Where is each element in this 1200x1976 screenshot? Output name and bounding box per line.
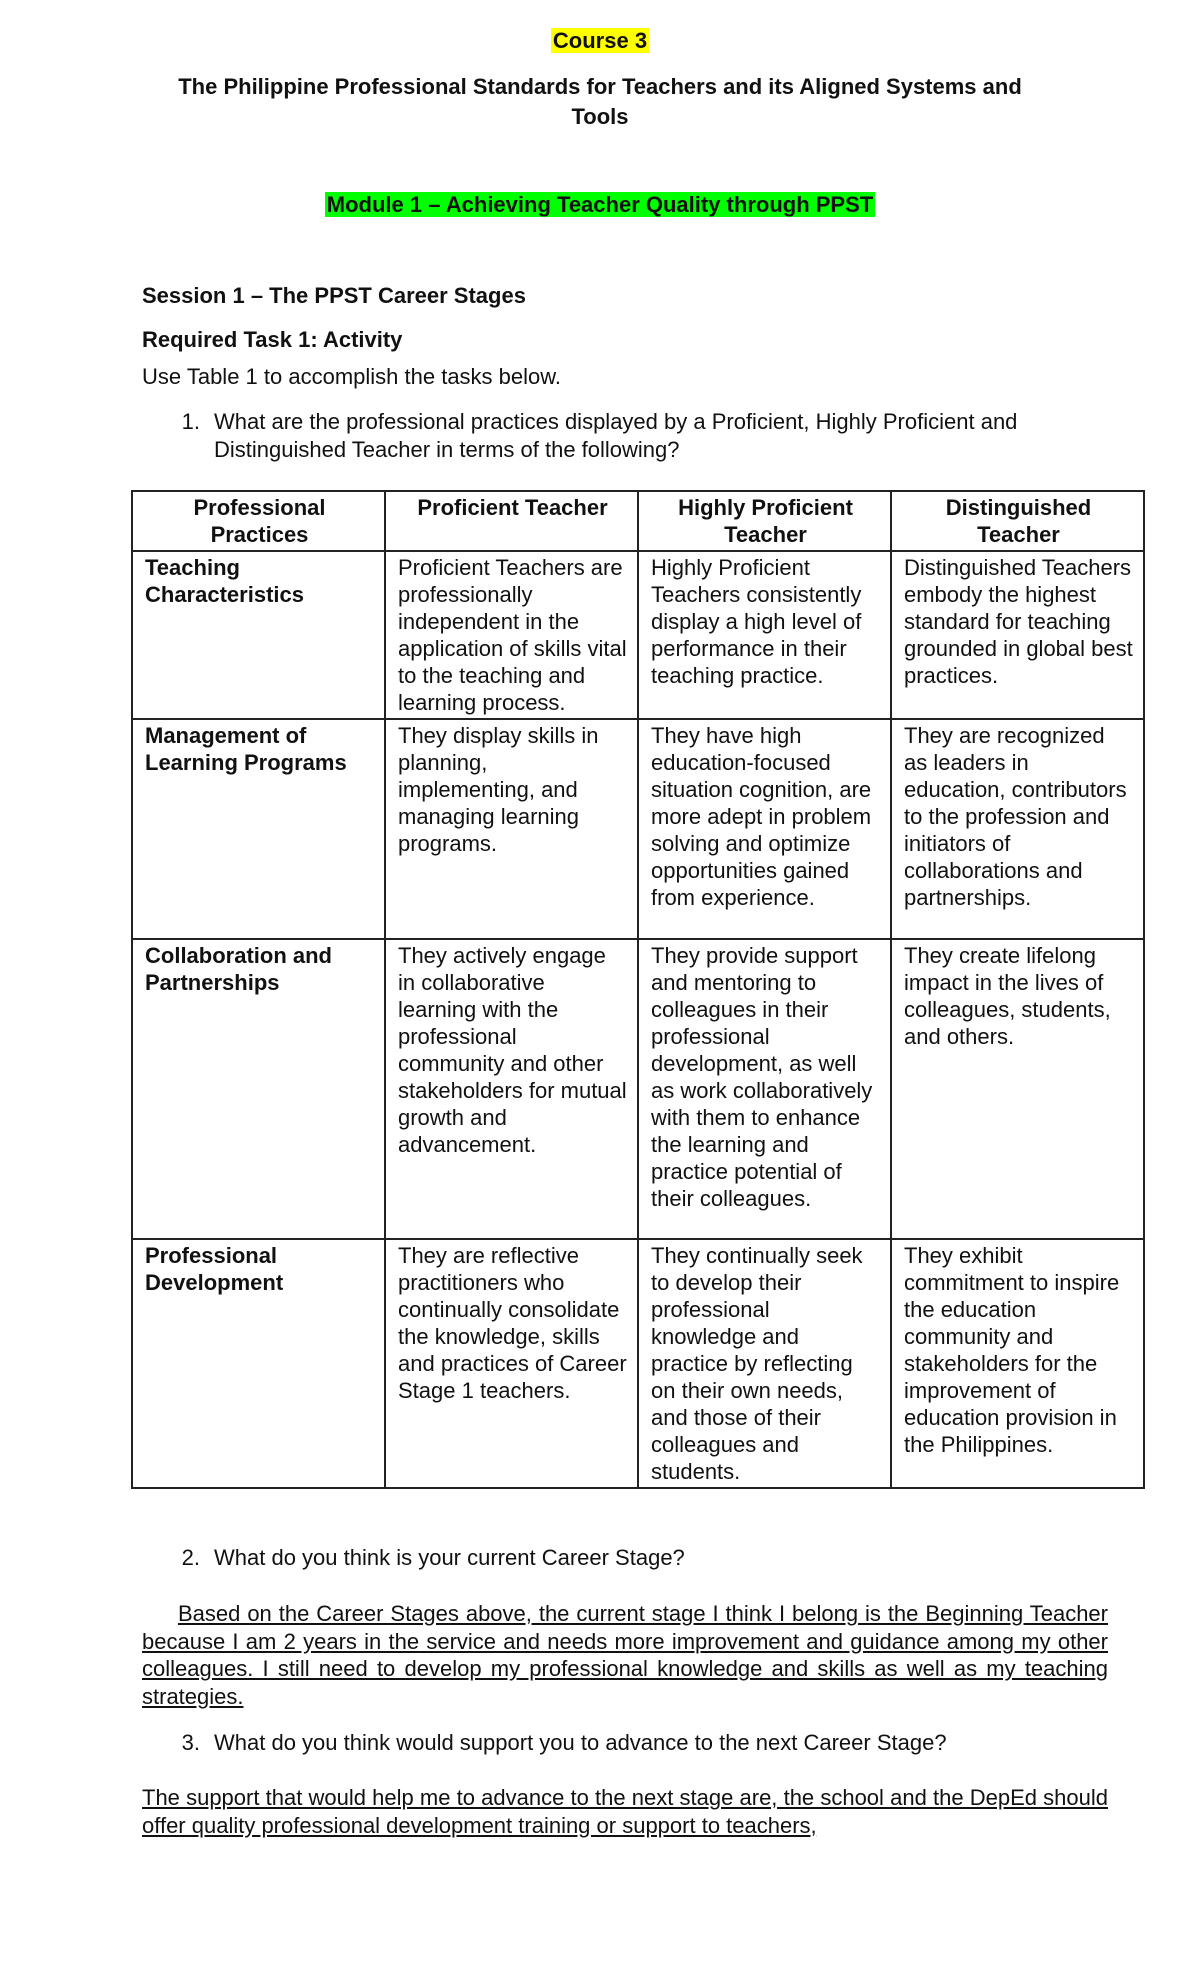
header-professional-practices: Professional Practices bbox=[132, 491, 385, 551]
question-text: What are the professional practices displayed by a Proficient, Highly Proficient and Distinguished Teacher in terms of the following? bbox=[214, 409, 1018, 462]
table-row bbox=[132, 1239, 1144, 1488]
cell-proficient: They are reflective practitioners who continually consolidate the knowledge, skills and practices of Career Stage 1 teachers. bbox=[385, 1239, 638, 1488]
question-3 bbox=[142, 1729, 1112, 1757]
row-practice: Professional Development bbox=[132, 1239, 385, 1488]
question-1 bbox=[142, 408, 1112, 464]
cell-distinguished: They create lifelong impact in the lives of colleagues, students, and others. bbox=[891, 939, 1144, 1239]
question-number: 1. bbox=[181, 409, 200, 434]
table-header-row bbox=[132, 491, 1144, 551]
row-practice: Collaboration and Partnerships bbox=[132, 939, 385, 1239]
intro-text: Use Table 1 to accomplish the tasks below. bbox=[142, 364, 562, 389]
course-heading bbox=[0, 28, 1200, 54]
course-label: Course 3 bbox=[552, 28, 648, 53]
table-row bbox=[132, 939, 1144, 1239]
table-row bbox=[132, 551, 1144, 719]
answer-2: Based on the Career Stages above, the current stage I think I belong is the Beginning Teacher because I am 2 years in the service and needs more improvement and guidance among my other colleagues. I still need to develop my professional knowledge and skills as well as my teaching strategies. bbox=[142, 1601, 1108, 1709]
task-title: Required Task 1: Activity bbox=[142, 327, 403, 352]
module-heading bbox=[0, 192, 1200, 218]
question-text: What do you think would support you to advance to the next Career Stage? bbox=[214, 1730, 947, 1755]
module-label: Module 1 – Achieving Teacher Quality through PPST bbox=[326, 192, 874, 217]
row-practice: Management of Learning Programs bbox=[132, 719, 385, 939]
cell-highly-proficient: They continually seek to develop their professional knowledge and practice by reflecting on their own needs, and those of their colleagues and students. bbox=[638, 1239, 891, 1488]
question-number: 2. bbox=[181, 1545, 200, 1570]
question-text: What do you think is your current Career Stage? bbox=[214, 1545, 685, 1570]
question-number: 3. bbox=[181, 1730, 200, 1755]
cell-proficient: They actively engage in collaborative learning with the professional community and other stakeholders for mutual growth and advancement. bbox=[385, 939, 638, 1239]
cell-proficient: Proficient Teachers are professionally independent in the application of skills vital to the teaching and learning process. bbox=[385, 551, 638, 719]
header-highly-proficient-teacher: Highly Proficient Teacher bbox=[638, 491, 891, 551]
table-row bbox=[132, 719, 1144, 939]
row-practice: Teaching Characteristics bbox=[132, 551, 385, 719]
question-2 bbox=[142, 1544, 1112, 1572]
answer-3: The support that would help me to advance to the next stage are, the school and the DepEd should offer quality professional development training or support to teachers, bbox=[142, 1785, 1108, 1838]
cell-highly-proficient: They provide support and mentoring to colleagues in their professional development, as well as work collaboratively with them to enhance the learning and practice potential of their colleagues. bbox=[638, 939, 891, 1239]
ppst-table bbox=[131, 490, 1145, 1489]
cell-highly-proficient: They have high education-focused situation cognition, are more adept in problem solving and optimize opportunities gained from experience. bbox=[638, 719, 891, 939]
cell-highly-proficient: Highly Proficient Teachers consistently display a high level of performance in their teaching practice. bbox=[638, 551, 891, 719]
header-distinguished-teacher: Distinguished Teacher bbox=[891, 491, 1144, 551]
cell-distinguished: They exhibit commitment to inspire the education community and stakeholders for the improvement of education provision in the Philippines. bbox=[891, 1239, 1144, 1488]
header-proficient-teacher: Proficient Teacher bbox=[385, 491, 638, 551]
cell-proficient: They display skills in planning, implementing, and managing learning programs. bbox=[385, 719, 638, 939]
document-title: The Philippine Professional Standards for Teachers and its Aligned Systems and Tools bbox=[178, 74, 1022, 129]
session-title: Session 1 – The PPST Career Stages bbox=[142, 283, 526, 308]
cell-distinguished: They are recognized as leaders in education, contributors to the profession and initiators of collaborations and partnerships. bbox=[891, 719, 1144, 939]
cell-distinguished: Distinguished Teachers embody the highest standard for teaching grounded in global best practices. bbox=[891, 551, 1144, 719]
